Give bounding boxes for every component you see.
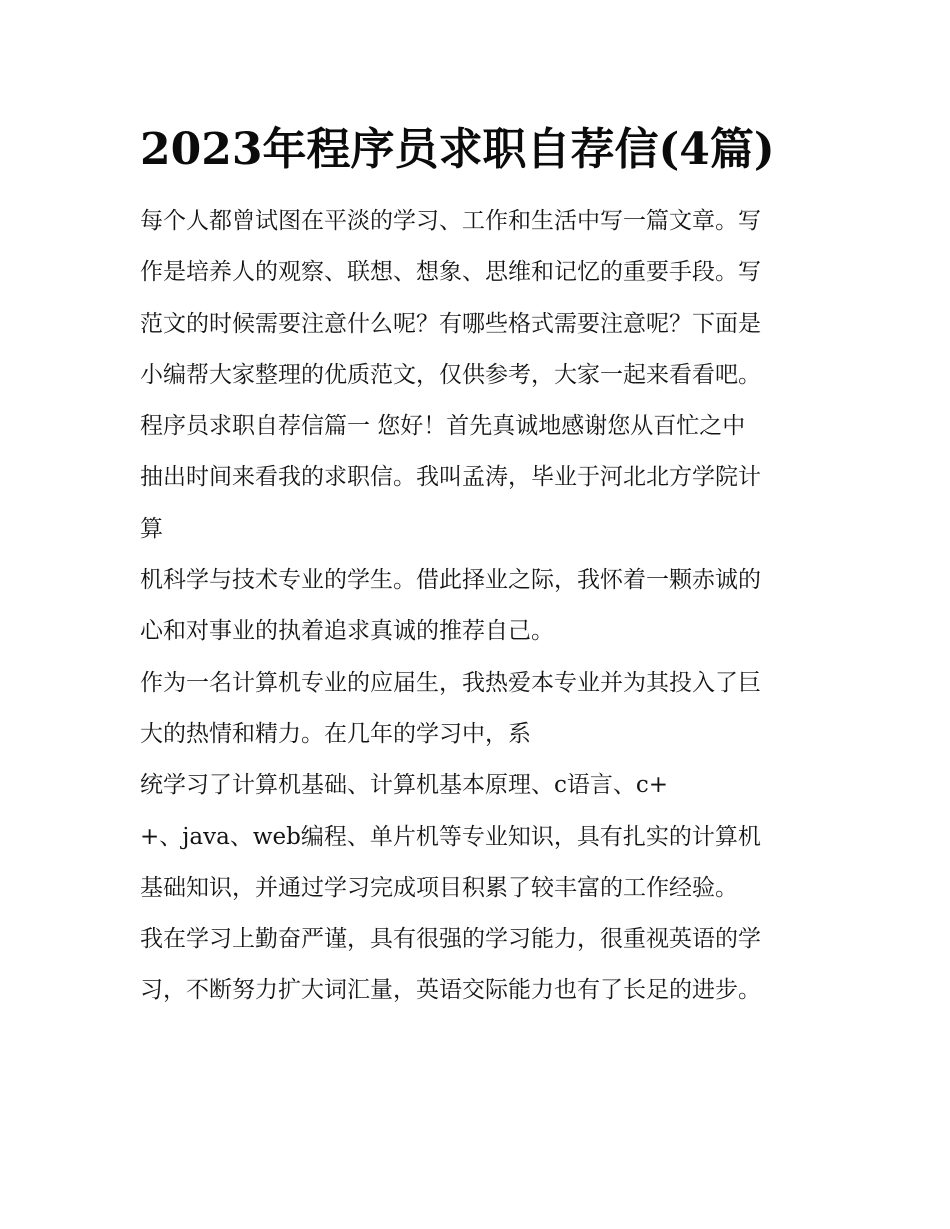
body-line: 机科学与技术专业的学生。借此择业之际，我怀着一颗赤诚的 — [140, 567, 761, 594]
body-line: 基础知识，并通过学习完成项目积累了较丰富的工作经验。 — [140, 874, 738, 901]
body-line: 我在学习上勤奋严谨，具有很强的学习能力，很重视英语的学 — [140, 926, 761, 953]
body-line: 范文的时候需要注意什么呢？有哪些格式需要注意呢？下面是 — [140, 310, 761, 337]
body-line: 算 — [140, 515, 163, 542]
body-line: 心和对事业的执着追求真诚的推荐自己。 — [140, 618, 554, 645]
body-line: 抽出时间来看我的求职信。我叫孟涛，毕业于河北北方学院计 — [140, 464, 761, 491]
body-line: 程序员求职自荐信篇一 您好！首先真诚地感谢您从百忙之中 — [140, 413, 746, 440]
body-line: 每个人都曾试图在平淡的学习、工作和生活中写一篇文章。写 — [140, 208, 761, 234]
document-content — [140, 118, 815, 1017]
body-line: 习，不断努力扩大词汇量，英语交际能力也有了长足的进步。 — [140, 977, 761, 1004]
body-line: 小编帮大家整理的优质范文，仅供参考，大家一起来看看吧。 — [140, 361, 761, 388]
body-line: 大的热情和精力。在几年的学习中，系 — [140, 720, 531, 747]
document-body — [140, 196, 815, 1017]
body-line: 作为一名计算机专业的应届生，我热爱本专业并为其投入了巨 — [140, 669, 761, 696]
body-line: 统学习了计算机基础、计算机基本原理、c语言、c+ — [140, 772, 669, 799]
document-title: 2023年程序员求职自荐信(4篇) — [140, 124, 775, 175]
body-line: +、java、web编程、单片机等专业知识，具有扎实的计算机 — [140, 823, 761, 850]
body-line: 作是培养人的观察、联想、想象、思维和记忆的重要手段。写 — [140, 259, 761, 286]
